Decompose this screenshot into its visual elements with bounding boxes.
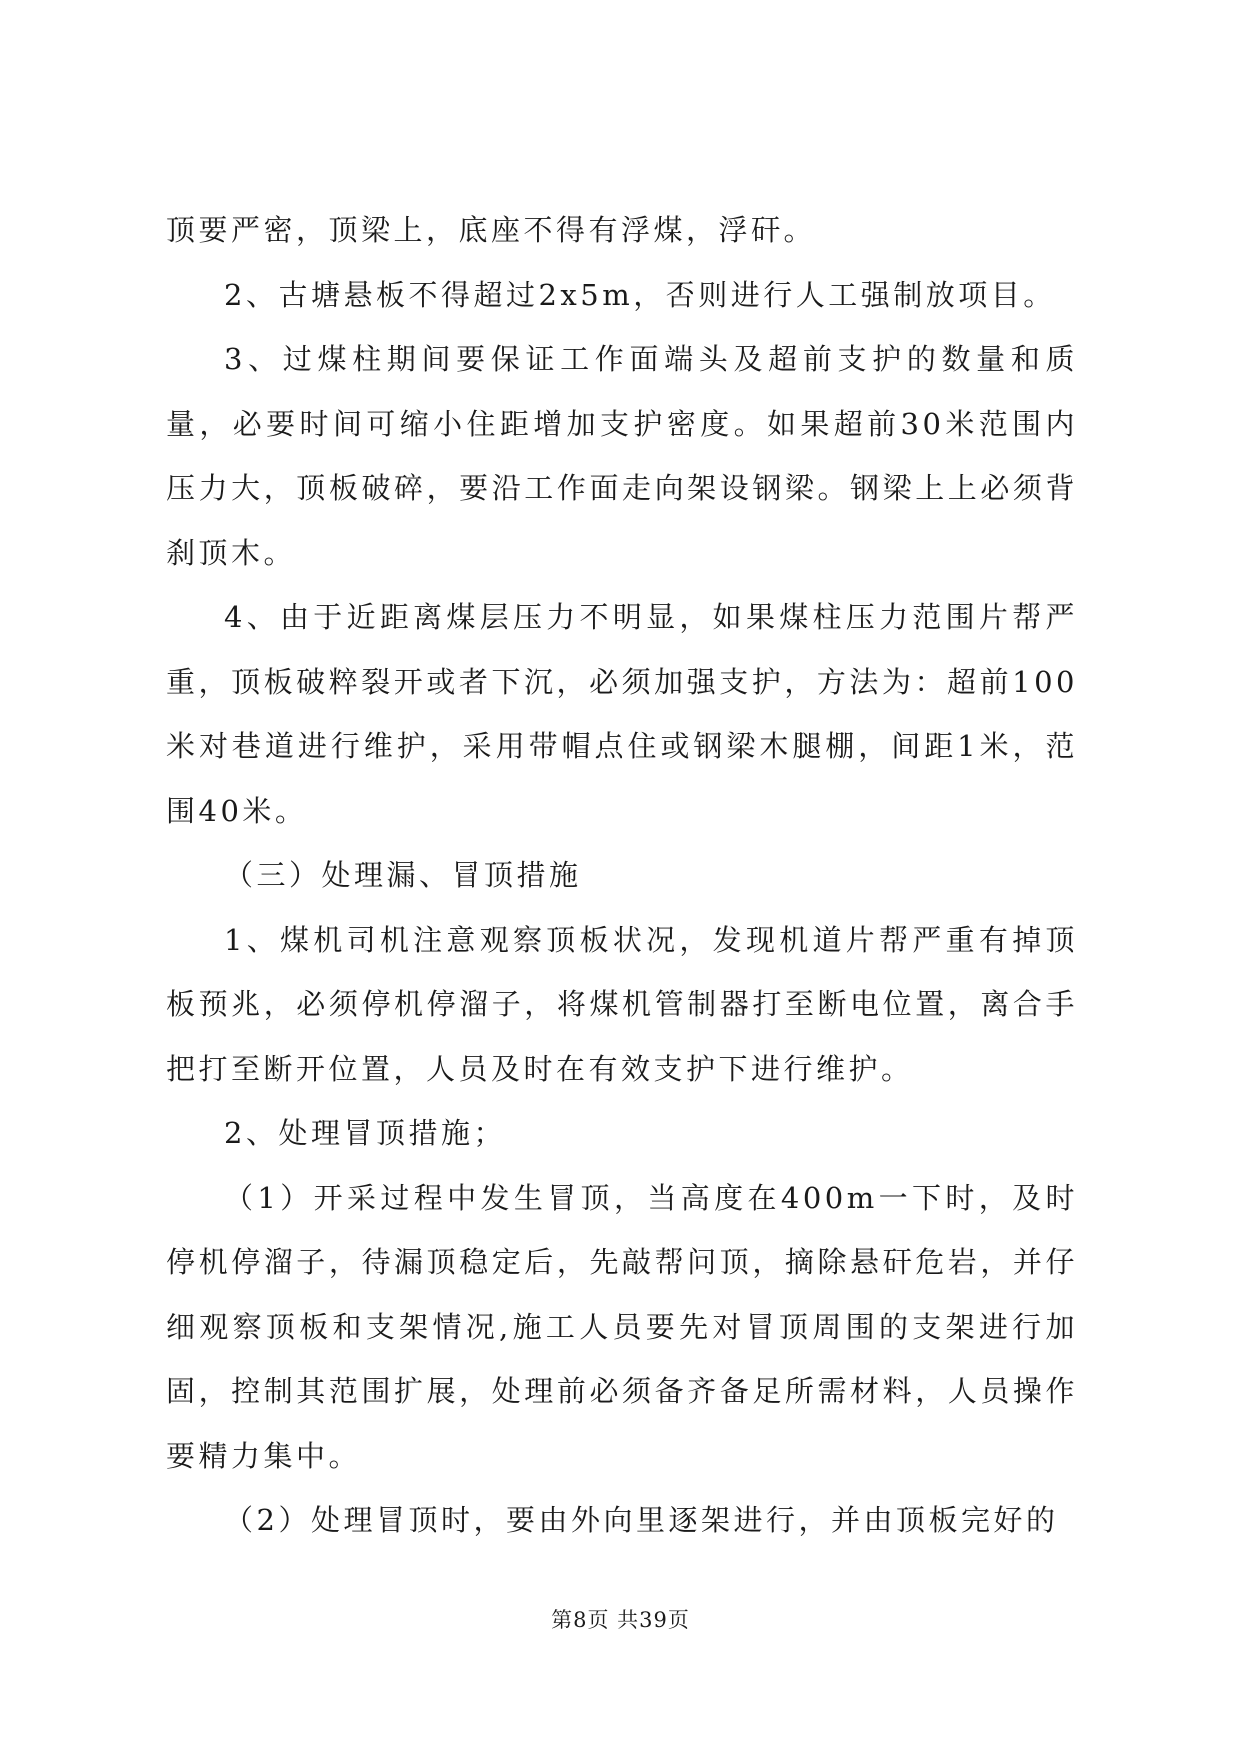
- subparagraph-2: （2）处理冒顶时，要由外向里逐架进行，并由顶板完好的: [224, 1503, 1059, 1537]
- section-heading: （三）处理漏、冒顶措施: [224, 858, 582, 892]
- paragraph-continuation: 顶要严密，顶梁上，底座不得有浮煤，浮矸。: [166, 213, 817, 247]
- paragraph-item-4: 4、由于近距离煤层压力不明显，如果煤柱压力范围片帮严重，顶板破粹裂开或者下沉，必须加强支护，方法为：超前100米对巷道进行维护，采用带帽点住或钢梁木腿棚，间距1米，范围40米。: [166, 600, 1078, 828]
- paragraph-item-3: 3、过煤柱期间要保证工作面端头及超前支护的数量和质量，必要时间可缩小住距增加支护密度。如果超前30米范围内压力大，顶板破碎，要沿工作面走向架设钢梁。钢梁上上必须背刹顶木。: [166, 342, 1078, 570]
- subparagraph-1: （1）开采过程中发生冒顶，当高度在400m一下时，及时停机停溜子，待漏顶稳定后，先敲帮问顶，摘除悬矸危岩，并仔细观察顶板和支架情况,施工人员要先对冒顶周围的支架进行加固，控制其范围扩展，处理前必须备齐备足所需材料，人员操作要精力集中。: [166, 1180, 1078, 1473]
- paragraph-item-1: 1、煤机司机注意观察顶板状况，发现机道片帮严重有掉顶板预兆，必须停机停溜子，将煤机管制器打至断电位置，离合手把打至断开位置，人员及时在有效支护下进行维护。: [166, 922, 1078, 1086]
- paragraph-item-2b: 2、处理冒顶措施；: [224, 1116, 506, 1150]
- page-number-footer: 第8页 共39页: [551, 1608, 690, 1632]
- document-body: [166, 198, 1078, 1553]
- paragraph-item-2: 2、古塘悬板不得超过2x5m，否则进行人工强制放项目。: [224, 277, 1056, 312]
